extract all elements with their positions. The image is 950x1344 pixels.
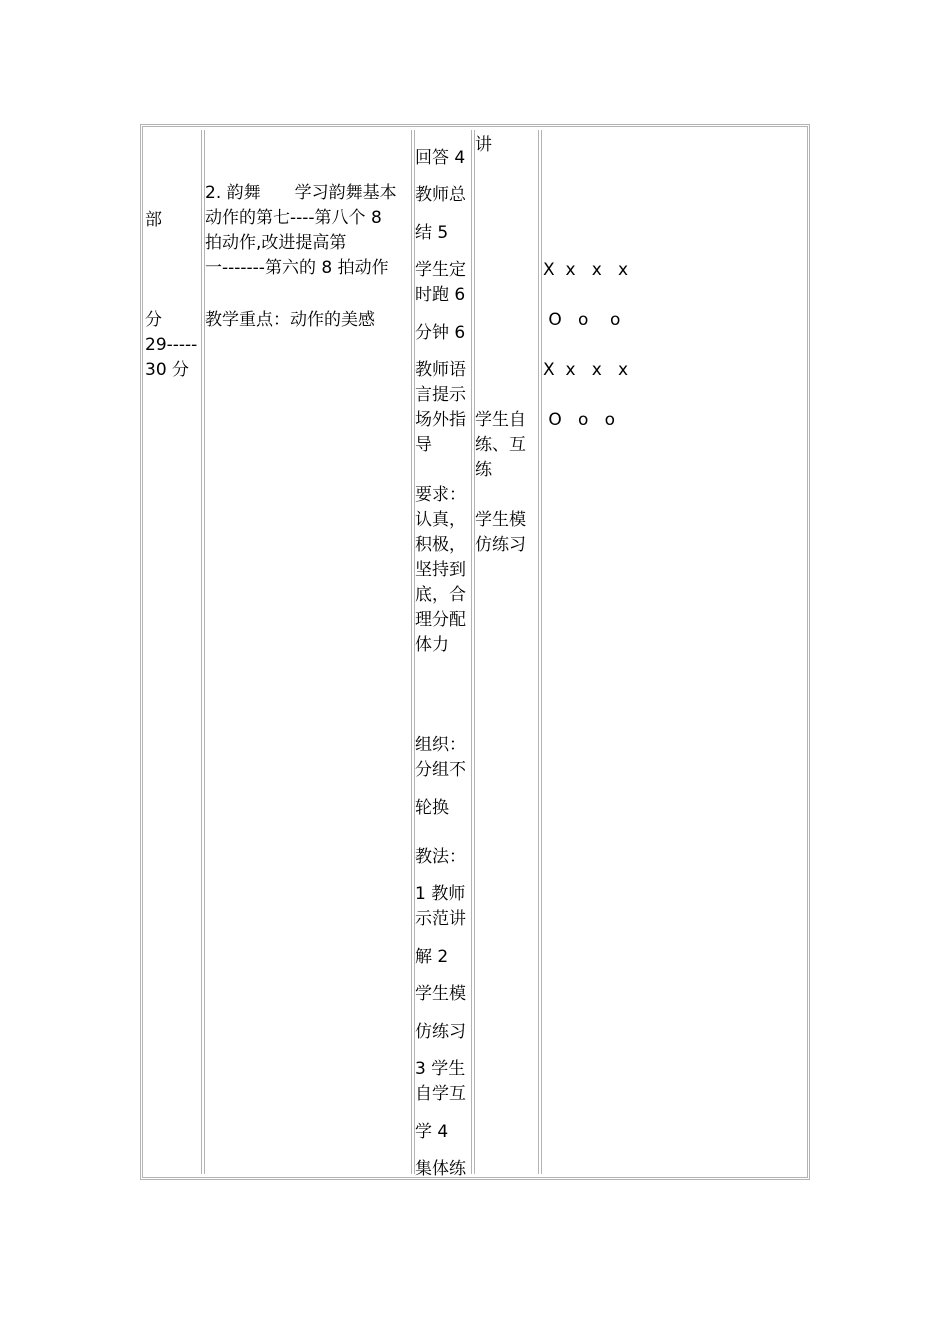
method-line: 学生定 xyxy=(415,260,466,280)
formation-row-teacher: X x x x xyxy=(543,260,629,280)
time-range: 29----- xyxy=(145,335,198,355)
content-line: 动作的第七----第八个 8 xyxy=(205,208,382,228)
teaching-method-line: 自学互 xyxy=(415,1084,466,1104)
organization-line: 分组不 xyxy=(415,760,466,780)
formation-row-student: O o o xyxy=(543,310,621,330)
content-column xyxy=(205,130,411,1174)
content-line: 一-------第六的 8 拍动作 xyxy=(205,258,389,278)
requirement-line: 认真， xyxy=(415,510,466,530)
method-line: 回答 4 xyxy=(415,148,466,168)
formation-column xyxy=(542,130,807,1174)
teaching-method-line: 解 2 xyxy=(415,947,449,967)
method-line: 场外指 xyxy=(415,410,466,430)
lesson-plan-table xyxy=(140,124,810,1180)
part-time-column xyxy=(143,130,201,1174)
teaching-method-line: 教法： xyxy=(415,847,466,867)
teaching-method-line: 1 教师 xyxy=(415,884,466,904)
method-line: 教师总 xyxy=(415,185,466,205)
requirement-line: 体力 xyxy=(415,635,449,655)
formation-row-teacher: X x x x xyxy=(543,360,629,380)
requirement-line: 积极， xyxy=(415,535,466,555)
formation-row-student: O o o xyxy=(543,410,616,430)
activity-line: 练 xyxy=(475,460,492,480)
requirement-line: 要求： xyxy=(415,485,466,505)
student-activity-column xyxy=(475,130,538,1174)
teaching-method-line: 仿练习 xyxy=(415,1022,466,1042)
method-line: 时跑 6 xyxy=(415,285,466,305)
method-line: 教师语 xyxy=(415,360,466,380)
method-column xyxy=(415,130,471,1179)
activity-line: 仿练习 xyxy=(475,535,526,555)
time-range: 30 分 xyxy=(145,360,190,380)
activity-line: 练、互 xyxy=(475,435,526,455)
activity-line: 讲 xyxy=(475,135,492,155)
organization-line: 轮换 xyxy=(415,798,449,818)
teaching-method-line: 3 学生 xyxy=(415,1059,466,1079)
teaching-focus: 教学重点：动作的美感 xyxy=(205,310,375,330)
method-line: 言提示 xyxy=(415,385,466,405)
teaching-method-line: 学生模 xyxy=(415,984,466,1004)
requirement-line: 底，合 xyxy=(415,585,466,605)
part-label: 分 xyxy=(145,310,162,330)
teaching-method-line: 示范讲 xyxy=(415,909,466,929)
content-line: 2. 韵舞 学习韵舞基本 xyxy=(205,183,397,203)
activity-line: 学生自 xyxy=(475,410,526,430)
requirement-line: 坚持到 xyxy=(415,560,466,580)
method-line: 导 xyxy=(415,435,432,455)
content-line: 拍动作,改进提高第 xyxy=(205,233,347,253)
method-line: 结 5 xyxy=(415,223,449,243)
activity-line: 学生模 xyxy=(475,510,526,530)
method-line: 分钟 6 xyxy=(415,323,466,343)
organization-line: 组织： xyxy=(415,735,466,755)
part-label: 部 xyxy=(145,210,162,230)
teaching-method-line: 集体练 xyxy=(415,1159,466,1179)
teaching-method-line: 学 4 xyxy=(415,1122,449,1142)
requirement-line: 理分配 xyxy=(415,610,466,630)
